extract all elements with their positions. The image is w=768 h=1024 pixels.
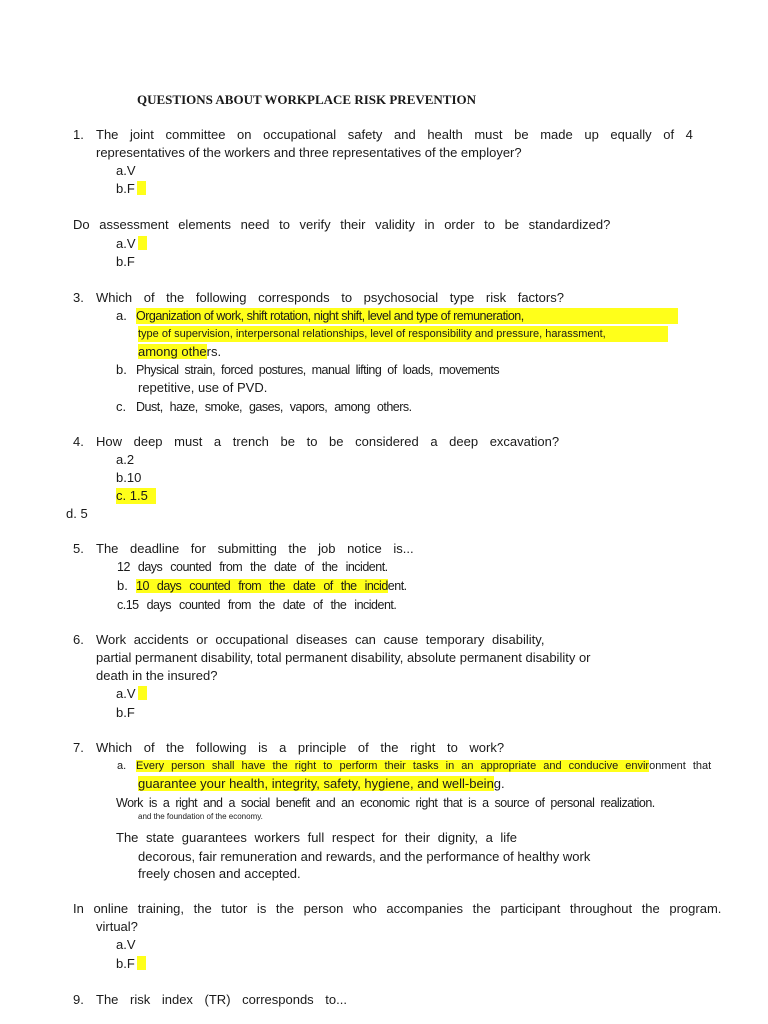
q1-answer-highlight (137, 181, 146, 195)
q5-number: 5. (73, 541, 84, 556)
q7-option-b-line2: and the foundation of the economy. (138, 812, 263, 821)
q3-option-c-prefix: c. (116, 399, 127, 414)
q2-option-a: a.V (116, 236, 147, 252)
q1-line2: representatives of the workers and three representatives of the employer? (96, 145, 522, 160)
q4-option-d: d. 5 (66, 506, 88, 521)
q1-option-a: a.V (116, 163, 136, 178)
q3-number: 3. (73, 290, 84, 305)
q6-line1: Work accidents or occupational diseases can cause temporary disability, (96, 632, 545, 647)
q1-number: 1. (73, 127, 84, 142)
q4-option-a: a.2 (116, 452, 135, 467)
q8-answer-highlight (137, 956, 146, 970)
q5-option-b: 10 days counted from the date of the incident. (136, 579, 407, 593)
q9-line1: The risk index (TR) corresponds to... (96, 992, 347, 1007)
q4-option-b: b.10 (116, 470, 142, 485)
q6-option-a: a.V (116, 686, 147, 702)
q3-option-b-prefix: b. (116, 362, 127, 377)
q5-option-a: 12 days counted from the date of the incident. (117, 560, 388, 574)
q3-option-a-prefix: a. (116, 308, 127, 323)
q3-option-b-line2: repetitive, use of PVD. (138, 380, 268, 395)
q3-option-b-line1: Physical strain, forced postures, manual lifting of loads, movements (136, 363, 500, 377)
q8-line1: In online training, the tutor is the person who accompanies the participant throughout the program. (73, 901, 722, 916)
q1-option-b: b.F (116, 181, 146, 197)
q6-line3: death in the insured? (96, 668, 218, 683)
q7-number: 7. (73, 740, 84, 755)
q3-line1: Which of the following corresponds to psychosocial type risk factors? (96, 290, 564, 305)
q7-option-c-line1: The state guarantees workers full respect for their dignity, a life (116, 830, 518, 845)
q6-option-b: b.F (116, 705, 135, 720)
q1-text-line1 (96, 127, 707, 143)
q8-line2: virtual? (96, 919, 138, 934)
q4-line1: How deep must a trench be to be considered a deep excavation? (96, 434, 560, 449)
q5-line1: The deadline for submitting the job notice is... (96, 541, 414, 556)
q6-answer-highlight (138, 686, 147, 700)
q2-answer-highlight (138, 236, 147, 250)
q7-option-c-line2: decorous, fair remuneration and rewards, and the performance of healthy work (138, 849, 591, 864)
q3-option-a-line3: among others. (138, 344, 222, 359)
q7-line1: Which of the following is a principle of the right to work? (96, 740, 505, 755)
q6-number: 6. (73, 632, 84, 647)
q7-option-b-line1: Work is a right and a social benefit and an economic right that is a source of personal realization. (116, 796, 655, 810)
q4-number: 4. (73, 434, 84, 449)
q6-line2: partial permanent disability, total permanent disability, absolute permanent disability or (96, 650, 591, 665)
q7-option-a-prefix: a. (117, 760, 127, 772)
q8-option-b: b.F (116, 956, 146, 972)
q2-option-b: b.F (116, 254, 135, 269)
q5-option-c: c.15 days counted from the date of the incident. (117, 598, 397, 612)
q4-option-c: c. 1.5 (116, 488, 156, 504)
q8-option-a: a.V (116, 937, 136, 952)
page-title: QUESTIONS ABOUT WORKPLACE RISK PREVENTION (137, 92, 477, 107)
q2-line1: Do assessment elements need to verify their validity in order to be standardized? (73, 217, 611, 232)
q7-option-a-line1: Every person shall have the right to perform their tasks in an appropriate and conducive environment that (136, 760, 712, 772)
q3-option-c-line1: Dust, haze, smoke, gases, vapors, among others. (136, 400, 412, 414)
q7-option-c-line3: freely chosen and accepted. (138, 866, 301, 881)
q3-option-a-line2: type of supervision, interpersonal relationships, level of responsibility and pressure, harassment, (138, 326, 668, 342)
q7-option-a-line2: guarantee your health, integrity, safety, hygiene, and well-being. (138, 776, 505, 791)
q3-option-a-line1: Organization of work, shift rotation, night shift, level and type of remuneration, (136, 308, 678, 324)
q5-option-b-prefix: b. (117, 578, 128, 593)
q9-number: 9. (73, 992, 84, 1007)
q1-line1: The joint committee on occupational safety and health must be made up equally of 4 (96, 127, 693, 142)
